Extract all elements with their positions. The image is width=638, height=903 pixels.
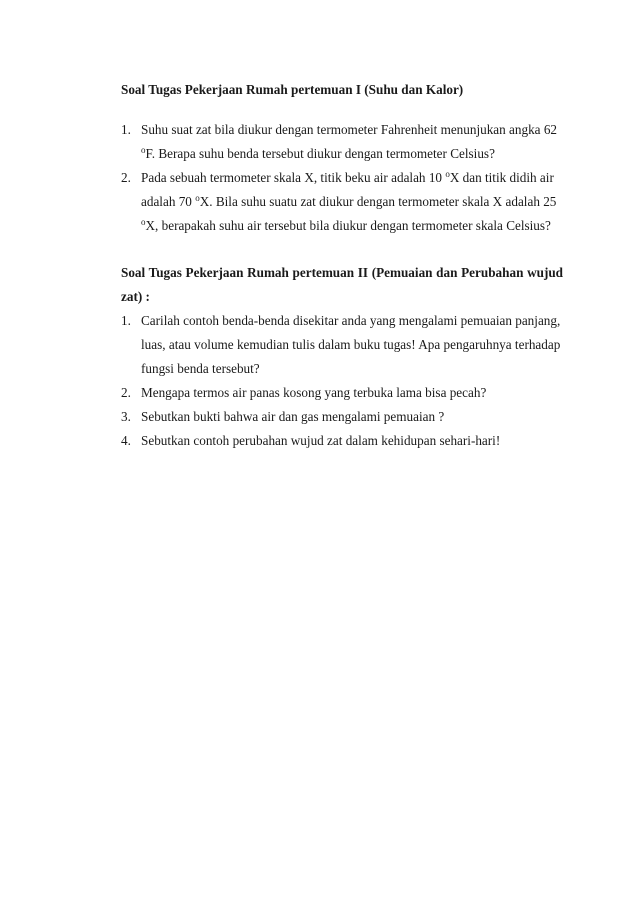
question-text-line: Sebutkan bukti bahwa air dan gas mengalami pemuaian ? bbox=[141, 409, 445, 424]
question-text-line bbox=[141, 166, 563, 190]
question-text-line: Mengapa termos air panas kosong yang terbuka lama bisa pecah? bbox=[141, 385, 487, 400]
question-text: Pada sebuah termometer skala X, titik beku air adalah 10 bbox=[141, 170, 446, 185]
question-item bbox=[121, 429, 563, 453]
section-2-question-list bbox=[121, 309, 563, 453]
section-pemuaian-perubahan-wujud bbox=[121, 261, 563, 453]
question-text-line bbox=[141, 142, 563, 166]
question-item bbox=[121, 381, 563, 405]
degree-superscript: o bbox=[141, 217, 146, 227]
degree-superscript: o bbox=[195, 193, 200, 203]
question-number: 1. bbox=[121, 122, 131, 137]
question-text-line bbox=[141, 214, 563, 238]
question-number: 4. bbox=[121, 433, 131, 448]
question-text-line: Suhu suat zat bila diukur dengan termometer Fahrenheit menunjukan angka 62 bbox=[141, 122, 558, 137]
question-number: 3. bbox=[121, 409, 131, 424]
question-item bbox=[121, 309, 563, 381]
section-1-question-list bbox=[121, 118, 563, 238]
section-2-title-line: Soal Tugas Pekerjaan Rumah pertemuan II (Pemuaian dan Perubahan wujud bbox=[121, 265, 563, 280]
question-text-line: fungsi benda tersebut? bbox=[141, 361, 260, 376]
question-text: adalah 70 bbox=[141, 194, 196, 209]
section-2-title-line: zat) : bbox=[121, 289, 150, 304]
question-item bbox=[121, 166, 563, 238]
question-text-line bbox=[141, 190, 563, 214]
question-item bbox=[121, 118, 563, 166]
question-number: 2. bbox=[121, 170, 131, 185]
question-text: X, berapakah suhu air tersebut bila diukur dengan termometer skala Celsius? bbox=[145, 218, 551, 233]
section-1-title: Soal Tugas Pekerjaan Rumah pertemuan I (Suhu dan Kalor) bbox=[121, 82, 464, 97]
question-number: 1. bbox=[121, 313, 131, 328]
question-text-line: Carilah contoh benda-benda disekitar anda yang mengalami pemuaian panjang, bbox=[141, 313, 561, 328]
question-item bbox=[121, 405, 563, 429]
section-suhu-kalor bbox=[121, 78, 563, 238]
question-text: X dan titik didih air bbox=[449, 170, 554, 185]
section-2-title bbox=[121, 261, 563, 309]
degree-superscript: o bbox=[141, 145, 146, 155]
question-text-line: luas, atau volume kemudian tulis dalam buku tugas! Apa pengaruhnya terhadap bbox=[141, 337, 561, 352]
question-number: 2. bbox=[121, 385, 131, 400]
question-text: F. Berapa suhu benda tersebut diukur dengan termometer Celsius? bbox=[145, 146, 495, 161]
question-text: X. Bila suhu suatu zat diukur dengan termometer skala X adalah 25 bbox=[199, 194, 557, 209]
document-content bbox=[121, 78, 563, 453]
degree-superscript: o bbox=[445, 169, 450, 179]
question-text-line: Sebutkan contoh perubahan wujud zat dalam kehidupan sehari-hari! bbox=[141, 433, 501, 448]
